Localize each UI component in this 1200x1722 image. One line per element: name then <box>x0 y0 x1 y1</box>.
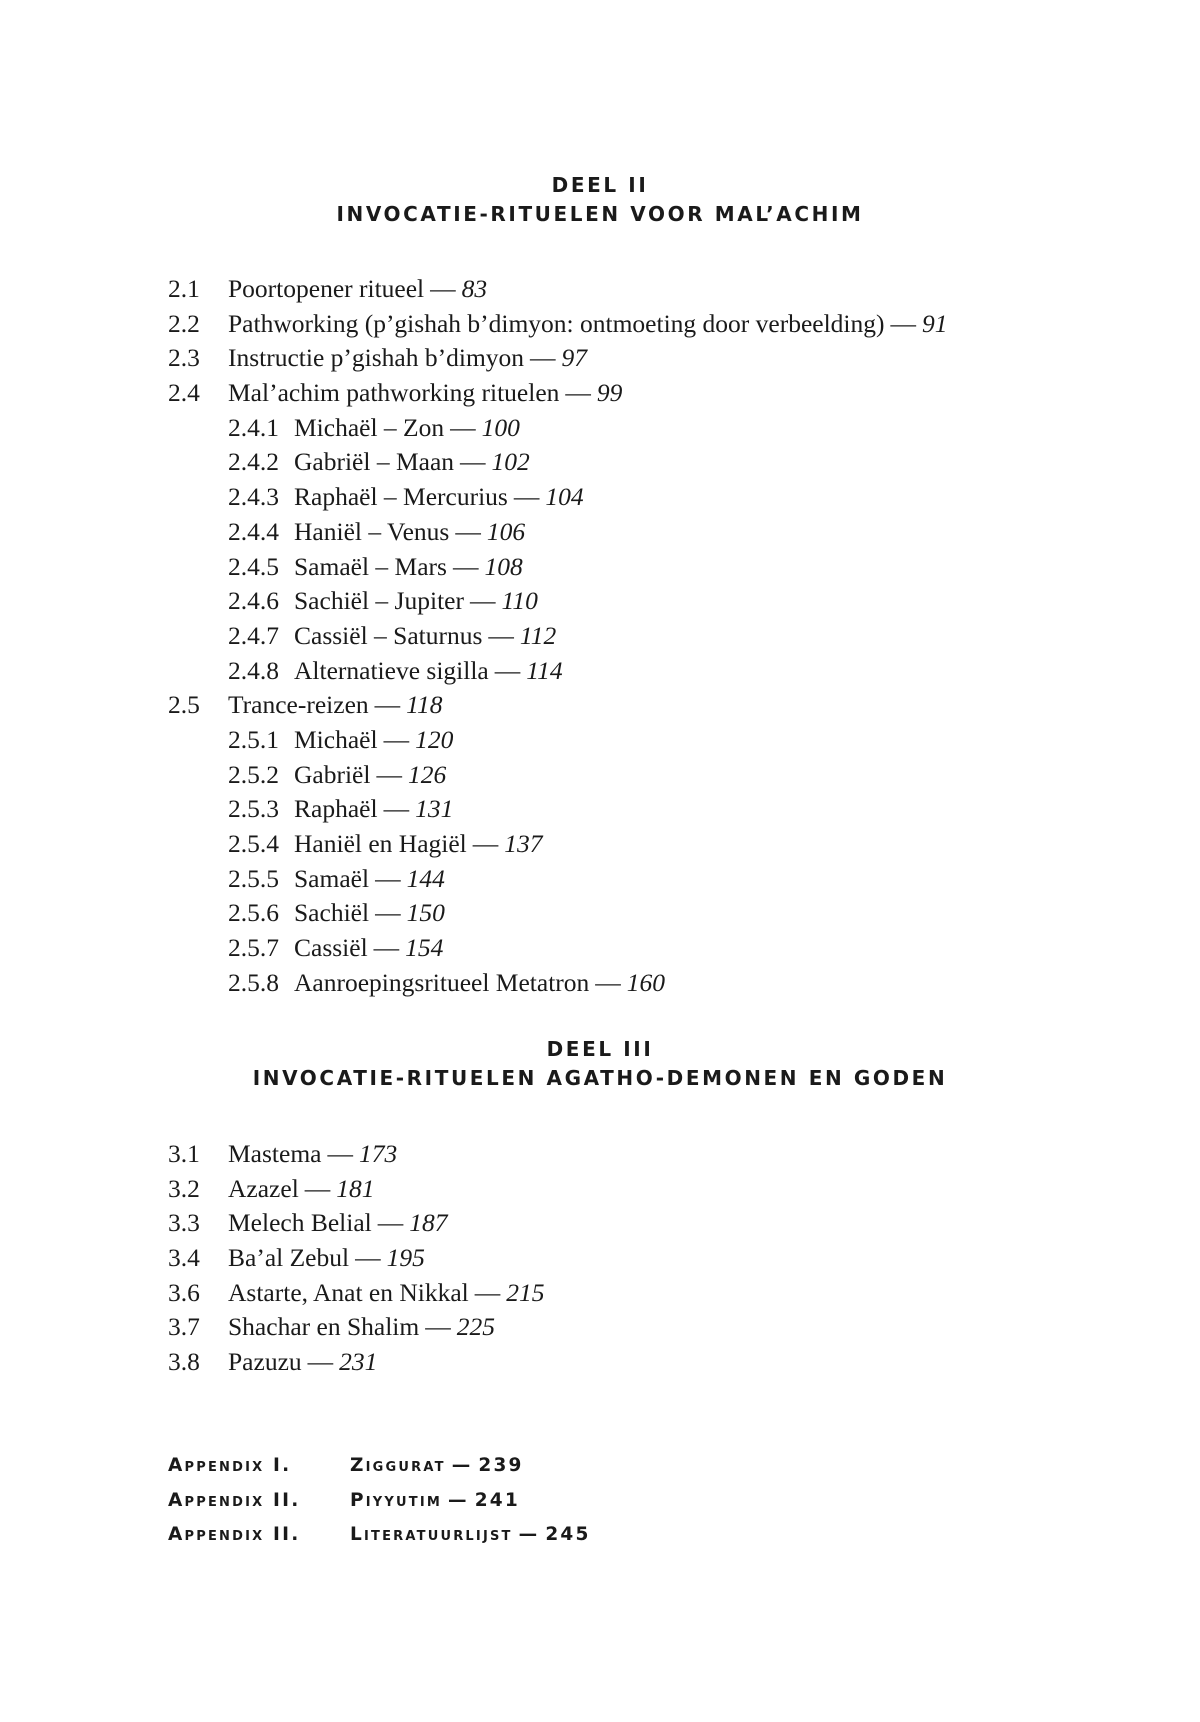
entry-number: 3.7 <box>168 1312 200 1342</box>
separator: — <box>327 1139 353 1168</box>
separator: — <box>450 412 476 442</box>
part-2-toc <box>168 272 948 1000</box>
entry-number: 2.4.6 <box>228 586 279 616</box>
separator: — <box>355 1243 381 1273</box>
toc-subentry[interactable] <box>168 966 948 1001</box>
toc-subentry[interactable] <box>168 445 948 480</box>
entry-title: Aanroepingsritueel Metatron <box>294 967 590 997</box>
entry-number: 2.4.2 <box>228 447 279 477</box>
separator: — <box>890 308 917 338</box>
page-number: 104 <box>545 482 584 512</box>
toc-entry[interactable] <box>168 1172 545 1207</box>
entry-number: 2.5.3 <box>228 794 279 824</box>
entry-number: 2.3 <box>168 343 200 373</box>
part-2-heading <box>0 171 1200 229</box>
separator: — <box>565 378 591 408</box>
separator: — <box>460 447 486 477</box>
part-3-title: INVOCATIE-RITUELEN AGATHO-DEMONEN EN GODEN <box>252 1066 948 1090</box>
entry-number: 2.5.8 <box>228 967 279 997</box>
entry-number: 3.2 <box>168 1173 200 1203</box>
page-number: 118 <box>406 690 443 720</box>
toc-entry[interactable] <box>168 272 948 307</box>
entry-title: Azazel <box>228 1173 299 1203</box>
entry-title: Michaël <box>294 724 378 754</box>
toc-subentry[interactable] <box>168 931 948 966</box>
toc-entry[interactable] <box>168 341 948 376</box>
entry-number: 3.6 <box>168 1277 200 1307</box>
entry-title: Pathworking (p’gishah b’dimyon: ontmoeting door verbeelding) <box>228 308 885 338</box>
entry-title: Astarte, Anat en Nikkal <box>228 1277 469 1307</box>
entry-title: Haniël – Venus <box>294 516 450 546</box>
toc-subentry[interactable] <box>168 827 948 862</box>
part-2-title: INVOCATIE-RITUELEN VOOR MAL’ACHIM <box>336 202 864 226</box>
toc-subentry[interactable] <box>168 723 948 758</box>
page-number: 99 <box>596 378 623 408</box>
appendix-page: 245 <box>545 1524 591 1546</box>
entry-number: 2.4.3 <box>228 482 279 512</box>
entry-title: Instructie p’gishah b’dimyon <box>228 343 525 373</box>
separator: — <box>307 1347 334 1377</box>
page-number: 231 <box>339 1347 378 1377</box>
separator: — <box>451 1455 473 1476</box>
appendix-entry[interactable] <box>168 1518 591 1553</box>
entry-title: Melech Belial <box>228 1208 372 1238</box>
entry-number: 2.5 <box>168 690 200 720</box>
separator: — <box>383 794 410 824</box>
entry-number: 2.4.8 <box>228 655 279 685</box>
page-number: 91 <box>922 308 948 338</box>
toc-subentry[interactable] <box>168 515 948 550</box>
entry-number: 2.5.5 <box>228 863 279 893</box>
separator: — <box>472 829 499 858</box>
separator: — <box>374 690 401 720</box>
entry-title: Cassiël <box>294 933 368 963</box>
entry-number: 2.5.2 <box>228 759 279 789</box>
separator: — <box>373 933 400 963</box>
entry-title: Pazuzu <box>228 1347 302 1377</box>
entry-title: Mastema <box>228 1139 322 1168</box>
appendix-label: Appendix II. <box>168 1524 301 1546</box>
page-number: 97 <box>561 343 588 373</box>
page-number: 110 <box>501 586 538 616</box>
separator: — <box>513 482 540 512</box>
separator: — <box>448 1489 469 1511</box>
entry-number: 2.5.6 <box>228 898 279 928</box>
part-3-toc <box>168 1137 545 1380</box>
entry-title: Michaël – Zon <box>294 412 445 442</box>
entry-title: Ba’al Zebul <box>228 1243 350 1273</box>
entry-number: 2.5.7 <box>228 933 279 963</box>
separator: — <box>376 759 402 789</box>
appendix-page: 241 <box>474 1489 520 1511</box>
separator: — <box>375 863 401 893</box>
page-number: 181 <box>336 1173 375 1203</box>
entry-title: Sachiël – Jupiter <box>294 586 464 616</box>
entry-title: Poortopener ritueel <box>228 274 425 303</box>
entry-number: 3.3 <box>168 1208 200 1238</box>
appendix-list <box>168 1449 591 1553</box>
entry-number: 2.4.1 <box>228 412 279 442</box>
page-number: 144 <box>406 863 445 893</box>
entry-number: 2.2 <box>168 308 200 338</box>
page-number: 126 <box>407 759 447 789</box>
page-number: 108 <box>484 551 523 581</box>
separator: — <box>530 343 556 373</box>
entry-title: Trance-reizen <box>228 690 369 720</box>
entry-number: 2.4.5 <box>228 551 279 581</box>
toc-entry[interactable] <box>168 376 948 411</box>
appendix-label: Appendix II. <box>168 1489 301 1511</box>
toc-subentry[interactable] <box>168 480 948 515</box>
page-number: 120 <box>415 724 454 754</box>
toc-entry[interactable] <box>168 1241 545 1276</box>
page-number: 100 <box>481 412 520 442</box>
toc-subentry[interactable] <box>168 550 948 585</box>
entry-number: 2.4.7 <box>228 620 279 650</box>
page-number: 195 <box>386 1243 425 1273</box>
appendix-title: Literatuurlijst <box>350 1524 513 1546</box>
entry-title: Samaël – Mars <box>294 551 447 581</box>
entry-title: Gabriël – Maan <box>294 447 455 477</box>
separator: — <box>452 551 479 581</box>
toc-entry[interactable] <box>168 1137 545 1172</box>
page-number: 150 <box>406 898 445 928</box>
entry-number: 2.4.4 <box>228 516 279 546</box>
entry-title: Alternatieve sigilla <box>294 655 489 685</box>
entry-number: 2.1 <box>168 274 200 303</box>
separator: — <box>474 1277 501 1307</box>
separator: — <box>595 967 621 997</box>
toc-subentry[interactable] <box>168 896 948 931</box>
toc-entry[interactable] <box>168 1345 545 1380</box>
separator: — <box>469 586 496 616</box>
entry-number: 2.4 <box>168 378 200 408</box>
page-number: 131 <box>415 794 454 824</box>
entry-title: Samaël <box>294 863 370 893</box>
separator: — <box>377 1208 404 1238</box>
entry-number: 3.4 <box>168 1243 200 1273</box>
page-number: 106 <box>486 516 526 546</box>
page-number: 112 <box>519 620 557 650</box>
entry-title: Haniël en Hagiël <box>294 829 467 858</box>
toc-subentry[interactable] <box>168 584 948 619</box>
separator: — <box>518 1524 540 1546</box>
entry-title: Cassiël – Saturnus <box>294 620 483 650</box>
page-number: 83 <box>461 274 488 303</box>
entry-number: 2.5.1 <box>228 724 279 754</box>
entry-number: 2.5.4 <box>228 829 279 858</box>
entry-number: 3.8 <box>168 1347 200 1377</box>
toc-subentry[interactable] <box>168 654 948 689</box>
separator: — <box>494 655 521 685</box>
separator: — <box>375 898 401 928</box>
page-number: 160 <box>626 967 666 997</box>
toc-subentry[interactable] <box>168 792 948 827</box>
toc-entry[interactable] <box>168 307 948 342</box>
toc-entry[interactable] <box>168 688 948 723</box>
separator: — <box>383 724 410 754</box>
appendix-page: 239 <box>478 1455 524 1476</box>
page-number: 102 <box>491 447 530 477</box>
entry-title: Shachar en Shalim <box>228 1312 420 1342</box>
page-number: 114 <box>526 655 563 685</box>
part-2-label: DEEL II <box>551 173 649 197</box>
separator: — <box>455 516 481 546</box>
page-number: 154 <box>405 933 444 963</box>
toc-entry[interactable] <box>168 1276 545 1311</box>
part-3-label: DEEL III <box>546 1037 654 1061</box>
separator: — <box>488 620 514 650</box>
toc-subentry[interactable] <box>168 411 948 446</box>
toc-entry[interactable] <box>168 1206 545 1241</box>
entry-title: Raphaël <box>294 794 378 824</box>
toc-subentry[interactable] <box>168 758 948 793</box>
page-number: 187 <box>409 1208 448 1238</box>
separator: — <box>425 1312 451 1342</box>
toc-subentry[interactable] <box>168 619 948 654</box>
appendix-label: Appendix I. <box>168 1455 292 1476</box>
part-3-heading <box>0 1035 1200 1093</box>
appendix-title: Ziggurat <box>350 1455 446 1476</box>
page-number: 215 <box>506 1277 545 1307</box>
entry-number: 3.1 <box>168 1139 200 1168</box>
appendix-title: Piyyutim <box>350 1489 443 1511</box>
appendix-entry[interactable] <box>168 1449 591 1484</box>
entry-title: Gabriël <box>294 759 371 789</box>
toc-subentry[interactable] <box>168 862 948 897</box>
page-number: 173 <box>358 1139 398 1168</box>
toc-entry[interactable] <box>168 1310 545 1345</box>
separator: — <box>430 274 456 303</box>
entry-title: Sachiël <box>294 898 370 928</box>
page-number: 137 <box>504 829 543 858</box>
entry-title: Mal’achim pathworking rituelen <box>228 378 560 408</box>
separator: — <box>304 1173 331 1203</box>
page-number: 225 <box>456 1312 495 1342</box>
appendix-entry[interactable] <box>168 1484 591 1519</box>
entry-title: Raphaël – Mercurius <box>294 482 508 512</box>
